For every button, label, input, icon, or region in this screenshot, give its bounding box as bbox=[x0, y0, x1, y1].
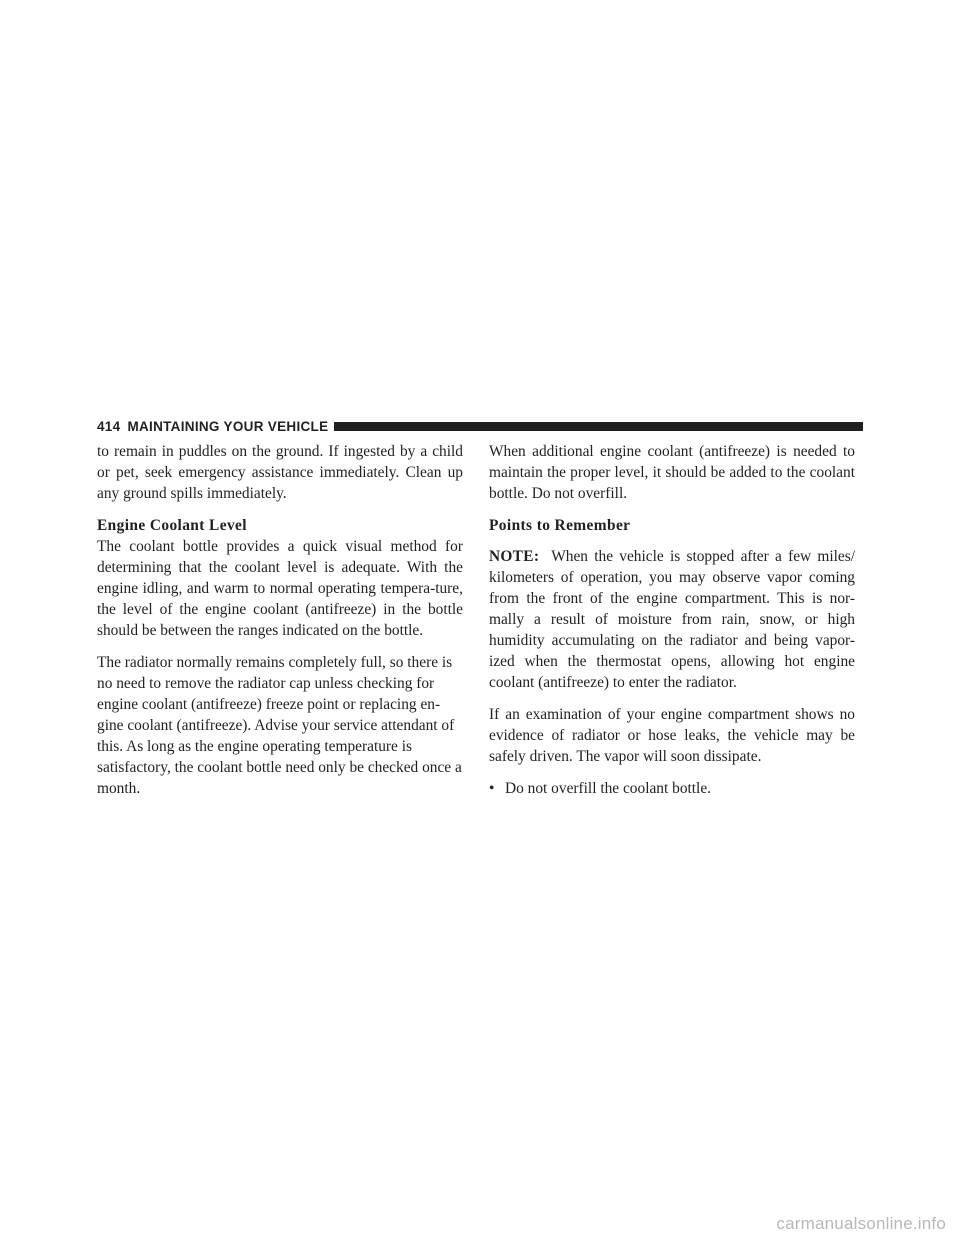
note-label: NOTE: bbox=[489, 547, 540, 565]
bullet-item bbox=[489, 778, 855, 799]
heading-points-to-remember: Points to Remember bbox=[489, 516, 631, 534]
paragraph-continuation: to remain in puddles on the ground. If ingested by a child or pet, seek emergency assistance immediately. Clean up any ground spills immediately. bbox=[97, 443, 463, 503]
section-title: MAINTAINING YOUR VEHICLE bbox=[127, 418, 329, 434]
paragraph-examination: If an examination of your engine compartment shows no evidence of radiator or hose leaks, the vehicle may be safely driven. The vapor will soon dissipate. bbox=[489, 706, 855, 766]
header-rule bbox=[334, 422, 863, 431]
paragraph-radiator: The radiator normally remains completely full, so there is no need to remove the radiator cap unless checking for engine coolant (antifreeze) freeze point or replacing en-gine coolant (antifreeze). Advise your service attendant of this. As long as the engine operating temperature is satisfactory, the coolant bottle need only be checked once a month. bbox=[97, 653, 462, 798]
right-column bbox=[489, 441, 855, 799]
note-text: When the vehicle is stopped after a few miles/ kilometers of operation, you may observe vapor coming from the front of the engine compartment. This is nor-mally a result of moisture from rain, snow, or high humidity accumulating on the radiator and being vapor-ized when the thermostat opens, allowing hot engine coolant (antifreeze) to enter the radiator. bbox=[489, 547, 855, 692]
heading-engine-coolant-level: Engine Coolant Level bbox=[97, 516, 247, 534]
paragraph-coolant-bottle: The coolant bottle provides a quick visual method for determining that the coolant level is adequate. With the engine idling, and warm to normal operating tempera-ture, the level of the engine coolant (antifreeze) in the bottle should be between the ranges indicated on the bottle. bbox=[97, 537, 463, 640]
bullet-symbol: • bbox=[489, 779, 495, 797]
page-header bbox=[97, 416, 863, 436]
watermark-text: carmanualsonline.info bbox=[776, 1214, 946, 1233]
bullet-text: Do not overfill the coolant bottle. bbox=[505, 779, 712, 797]
left-column bbox=[97, 441, 463, 810]
paragraph-additional-coolant: When additional engine coolant (antifreeze) is needed to maintain the proper level, it should be added to the coolant bottle. Do not overfill. bbox=[489, 443, 855, 503]
note-paragraph bbox=[489, 546, 855, 694]
page-number: 414 bbox=[97, 418, 121, 434]
